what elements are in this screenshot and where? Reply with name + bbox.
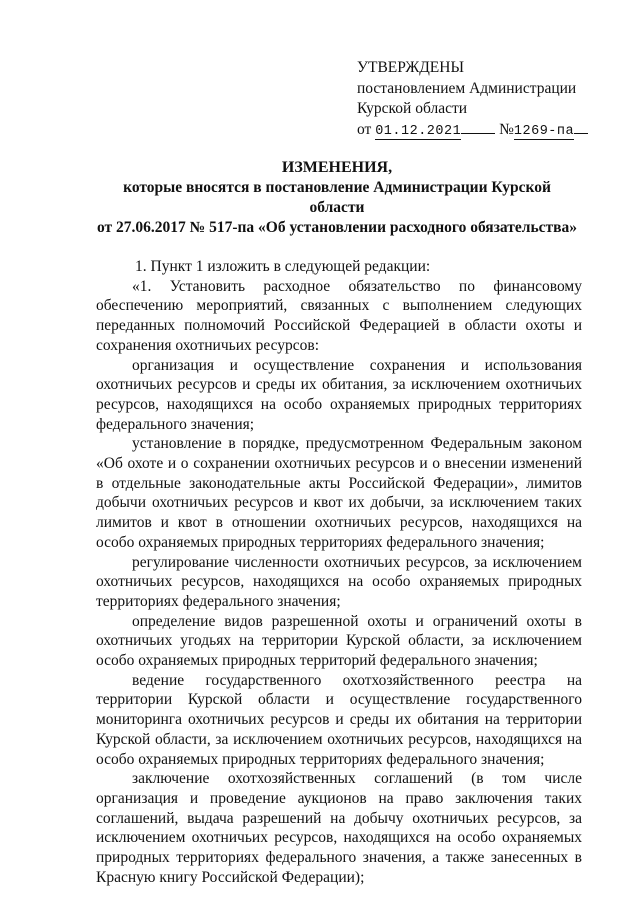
body-paragraph: «1. Установить расходное обязательство по финансовому обеспечению мероприятий, связанных с выполнением следующих переданных полномочий Российской Федерацией в области охоты и сохранения охотничьих ресурсов: bbox=[96, 277, 582, 354]
number-underline-gap bbox=[574, 133, 588, 134]
title-line-2: которые вносятся в постановление Администрации Курской области bbox=[123, 179, 551, 216]
approval-date: 01.12.2021 bbox=[375, 123, 462, 139]
from-label: от bbox=[357, 120, 372, 138]
body-paragraph: ведение государственного охотхозяйственного реестра на территории Курской области и осуществление государственного мониторинга охотничьих ресурсов и среды их обитания на территории Курской области, за исключением охотничьих ресурсов, находящихся на особо охраняемых природных территориях федерального значения; bbox=[96, 671, 582, 768]
document-title bbox=[96, 158, 578, 238]
date-underline-gap bbox=[461, 133, 495, 134]
number-label: № bbox=[499, 120, 514, 138]
body-paragraph: организация и осуществление сохранения и использования охотничьих ресурсов и среды их обитания, за исключением охотничьих ресурсов, находящихся на особо охраняемых природных территориях федерального значения; bbox=[96, 356, 582, 433]
approval-line-2: Курской области bbox=[357, 100, 468, 117]
body-paragraph: установление в порядке, предусмотренном Федеральным законом «Об охоте и о сохранении охотничьих ресурсов и о внесении изменений в отдельные законодательные акты Российской Федерации», лимитов добычи охотничьих ресурсов и квот их добычи, за исключением таких лимитов и квот в отношении охотничьих ресурсов, находящихся на особо охраняемых природных территориях федерального значения; bbox=[96, 435, 582, 551]
title-line-3: от 27.06.2017 № 517-па «Об установлении расходного обязательства» bbox=[96, 219, 578, 236]
approval-number: 1269-па bbox=[513, 123, 575, 139]
body-paragraph: заключение охотхозяйственных соглашений (в том числе организация и проведение аукционов на право заключения таких соглашений, выдача разрешений на добычу охотничьих ресурсов, за исключением охотничьих ресурсов, находящихся на особо охраняемых природных территориях федерального значения, а также занесенных в Красную книгу Российской Федерации); bbox=[96, 770, 582, 886]
document-body bbox=[96, 257, 582, 888]
approval-heading: УТВЕРЖДЕНЫ bbox=[357, 59, 464, 76]
approval-date-number-line bbox=[357, 120, 588, 141]
approval-line-1: постановлением Администрации bbox=[357, 79, 577, 97]
body-paragraph: определение видов разрешенной охоты и ограничений охоты в охотничьих угодьях на территории Курской области, за исключением особо охраняемых природных территорий федерального значения; bbox=[96, 612, 582, 670]
body-paragraph: 1. Пункт 1 изложить в следующей редакции: bbox=[135, 258, 431, 275]
body-paragraph: регулирование численности охотничьих ресурсов, за исключением охотничьих ресурсов, находящихся на особо охраняемых природных территориях федерального значения; bbox=[96, 553, 582, 610]
title-line-1: ИЗМЕНЕНИЯ, bbox=[281, 159, 393, 176]
approval-block bbox=[357, 58, 588, 140]
